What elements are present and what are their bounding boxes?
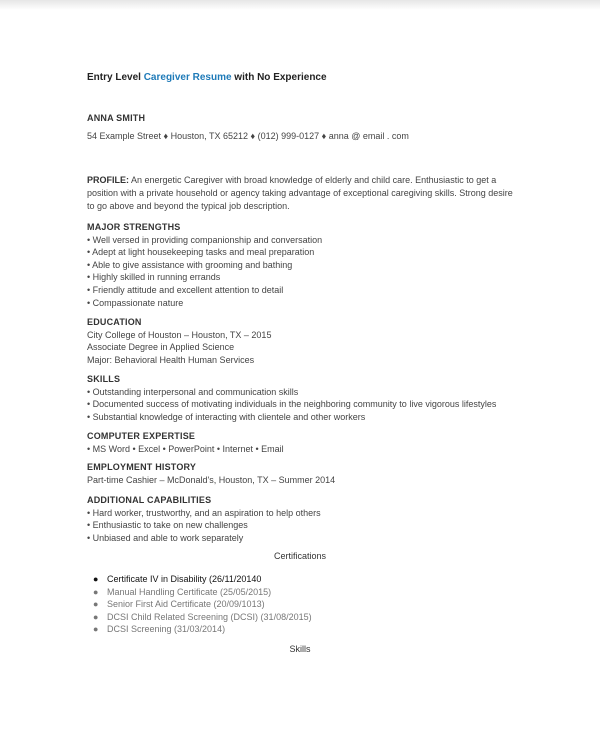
list-item: • Hard worker, trustworthy, and an aspiration to help others [87,507,321,518]
bullet-icon: ● [93,624,99,635]
contact-line: 54 Example Street ♦ Houston, TX 65212 ♦ (012) 999-0127 ♦ anna @ email . com [87,131,409,141]
list-item [93,611,312,624]
certification-text: Manual Handling Certificate (25/05/2015) [107,586,272,597]
computer-skills-line: • MS Word • Excel • PowerPoint • Internet • Email [87,443,284,454]
profile-text: An energetic Caregiver with broad knowledge of elderly and child care. Enthusiastic to get a position with a private household or agency taking advantage of exceptional caregiving skills. Strong desire to go above and beyond the typical job description. [87,175,513,211]
skills-heading: SKILLS [87,374,121,384]
title-suffix: with No Experience [231,72,327,83]
certification-text: DCSI Screening (31/03/2014) [107,624,226,635]
profile-label: PROFILE: [87,175,129,185]
certification-text: Certificate IV in Disability (26/11/20140 [107,574,262,584]
list-item: • Documented success of motivating individuals in the neighboring community to live vigorous lifestyles [87,399,497,410]
computer-heading: COMPUTER EXPERTISE [87,431,196,441]
list-item: • Enthusiastic to take on new challenges [87,520,248,531]
education-section [87,316,527,366]
education-line: City College of Houston – Houston, TX – 2015 [87,329,272,340]
strengths-section [87,221,527,309]
title-prefix: Entry Level [87,72,144,83]
document-title [87,72,327,83]
certifications-list [93,573,312,636]
education-line: Associate Degree in Applied Science [87,342,235,353]
list-item: • Highly skilled in running errands [87,272,221,283]
bullet-icon: ● [93,611,99,622]
list-item: • Well versed in providing companionship and conversation [87,234,323,245]
list-item: • Outstanding interpersonal and communication skills [87,386,299,397]
list-item [93,573,312,586]
profile-paragraph [87,174,517,213]
certification-text: Senior First Aid Certificate (20/09/1013) [107,599,265,610]
certification-text: DCSI Child Related Screening (DCSI) (31/08/2015) [107,611,312,622]
education-heading: EDUCATION [87,317,142,327]
applicant-name: ANNA SMITH [87,113,146,123]
employment-section [87,461,527,486]
certifications-heading: Certifications [273,551,327,561]
page-top-shadow [0,0,600,10]
computer-section [87,430,527,455]
list-item: • Unbiased and able to work separately [87,532,244,543]
list-item: • Adept at light housekeeping tasks and meal preparation [87,247,315,258]
list-item: • Friendly attitude and excellent attention to detail [87,284,284,295]
skills-footer-heading: Skills [289,644,311,654]
list-item [93,623,312,636]
list-item: • Substantial knowledge of interacting with clientele and other workers [87,411,366,422]
list-item [93,586,312,599]
strengths-heading: MAJOR STRENGTHS [87,222,181,232]
bullet-icon: ● [93,599,99,610]
list-item [93,598,312,611]
list-item: • Able to give assistance with grooming and bathing [87,259,293,270]
additional-heading: ADDITIONAL CAPABILITIES [87,495,212,505]
education-line: Major: Behavioral Health Human Services [87,354,255,365]
bullet-icon: ● [93,574,99,584]
additional-section [87,494,527,544]
title-accent-link[interactable]: Caregiver Resume [143,72,232,83]
employment-line: Part-time Cashier – McDonald's, Houston, TX – Summer 2014 [87,474,336,485]
bullet-icon: ● [93,586,99,597]
list-item: • Compassionate nature [87,297,184,308]
employment-heading: EMPLOYMENT HISTORY [87,462,197,472]
skills-section [87,373,527,423]
